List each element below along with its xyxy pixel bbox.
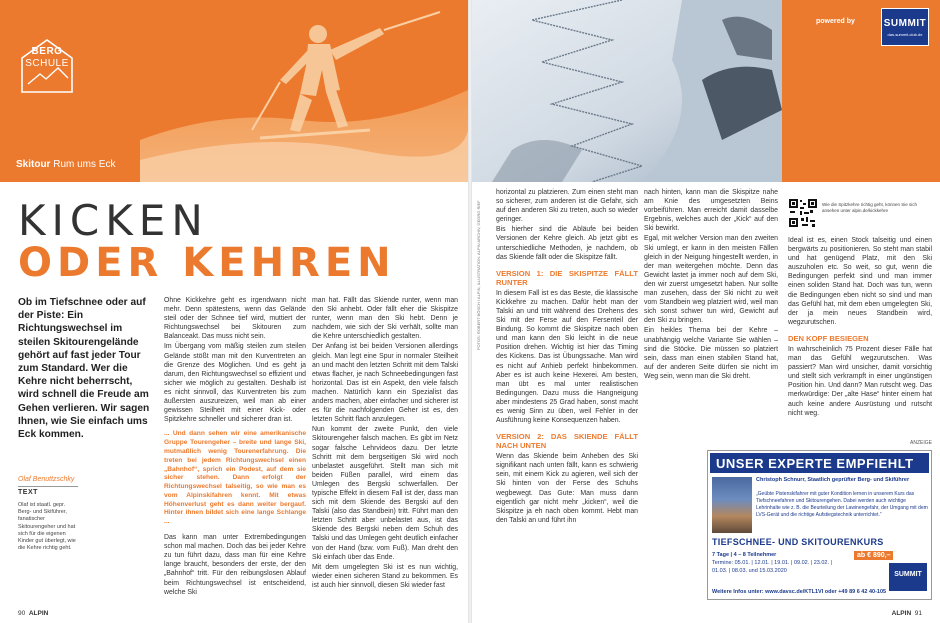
section-tag-bold: Skitour: [16, 159, 51, 170]
ad-price: ab € 890,–: [854, 551, 893, 560]
paragraph: Mit dem umgelegten Ski ist es nun wichtig, wieder einen sicheren Stand zu bekommen. Es ist auch hier sinnvoll, diesen Ski wieder fast: [312, 563, 458, 589]
subheading-kopf: DEN KOPF BESIEGEN: [788, 333, 869, 343]
subheading-version-2: VERSION 2: DAS SKIENDE FÄLLT NACH UNTEN: [496, 432, 638, 451]
ad-headline: UNSER EXPERTE EMPFIEHLT: [710, 453, 929, 473]
page-number-right: 91: [914, 610, 922, 617]
pull-quote: ... Und dann sehen wir eine amerikanische Gruppe Tourengeher – breite und lange Ski, mutmaßlich wenig Tourenerfahrung. Die treten bei jedem Richtungswechsel einen „Bahnhof“, sprich ein Podest, auf dem sie sicher stehen. Dann erfolgt der Richtungswechsel talseitig, so wie man es vom Alpinskifahren kennt. Mit etwas Höhenverlust geht es dann weiter bergauf. Hinter ihnen bildet sich eine lange Schlange ...: [164, 430, 306, 526]
photo-caption: Der „Kick“ ist Timing-Sache. Aber wer das ein wenig übt, sollte den Ablauf bald heraus haben.: [782, 140, 932, 155]
text-column-5: [788, 236, 932, 419]
page-number-left: 90: [18, 610, 26, 617]
ad-label: ANZEIGE: [910, 440, 932, 446]
section-tag: [16, 159, 115, 170]
paragraph: Ein heikles Thema bei der Kehre – unabhängig welche Variante Sie wählen – sind die Stöcke. Die müssen so platziert sein, dass man einen stabilen Stand hat, auf der anderen Seite dürfen sie nicht im Weg sein, wenn man die Ski dreht.: [644, 327, 778, 380]
footer-brand-left: ALPIN: [28, 610, 49, 617]
paragraph: Nun kommt der zweite Punkt, den viele Skitourengeher falsch machen. Es gibt im Netz sogar falsche Lehrvideos dazu. Der letzte Schritt mit dem bergseitigen Ski wird noch unbelastet ausgeführt. Stellt man sich mit beiden Füßen parallel, wird einem das Umlegen des Bergski schwerfallen. Der typische Effekt in diesem Fall ist der, dass man sich mit dem Skiende des Bergski auf den Talski (also das Standbein) tritt. Führt man den letzten Schritt aber unbelastet aus, ist das Skiende des Bergski neben dem Schuh des Talski und das Umlegen geht deutlich einfacher von der Hand (bzw. vom Fuß). Man dreht den Ski einfach über das Ende.: [312, 426, 458, 561]
summit-logo-text: SUMMIT: [883, 18, 927, 29]
summit-logo: [881, 8, 929, 46]
author-name: Olaf Benuttzschky: [18, 476, 75, 483]
page-gutter: [468, 0, 472, 623]
footer-right: [892, 610, 922, 617]
paragraph: Egal, mit welcher Version man den zweiten Ski umlegt, er kann in den meisten Fällen gleich in der Neigung hingestellt werden, in der man weitergehen möchte. Denn das Gewicht lastet ja immer noch auf dem Ski, den wir zuerst umgesetzt haben. Nur sollte man zusehen, dass der Ski nicht zu weit vom Standbein weg platziert wird, weil man sich sonst schwer tun wird, Gewicht auf den Ski zu bringen.: [644, 235, 778, 325]
left-header-band: [0, 0, 468, 182]
ad-info-line: 7 Tage | 4 – 8 Teilnehmer: [712, 552, 777, 558]
ad-quote: „Geübte Pistenskifahrer mit guter Kondition lernen in unserem Kurs das Tiefschneefahren und Skitourengehen. Dabei werden auch wichtige Lehrinhalte wie z. B. die Beurteilung der Lawinengefahr, der Umgang mit dem LVS-Gerät und die richtige Aufstiegstechnik unterrichtet.“: [756, 491, 928, 518]
footer-brand-right: ALPIN: [891, 610, 912, 617]
ad-box[interactable]: [707, 450, 932, 600]
paragraph: nach hinten, kann man die Skispitze nahe am Knie des umgesetzten Beins vorbeiführen. Man erreicht damit dasselbe Ergebnis, welches auch der „Kick“ auf den Ski bewirkt.: [644, 189, 778, 233]
ad-course-title: TIEFSCHNEE- UND SKITOURENKURS: [712, 537, 884, 547]
advertisement: [707, 440, 932, 600]
paragraph: Der Anfang ist bei beiden Versionen allerdings gleich. Man legt eine Spur in normaler Steilheit an und macht den letzten Schritt mit dem Talski etwas flacher, je nach Schneebedingungen fast horizontal. Das ist ein Aspekt, den viele falsch machen. Natürlich kann ein Spezialist das anders machen, aber einfacher und sicherer ist es für die nachfolgenden Geher ist es, den letzten Schritt flach anzulegen.: [312, 343, 458, 424]
paragraph: Das kann man unter Extrembedingungen schon mal machen. Doch das bei jeder Kehre zu tun führt dazu, dass man für eine Kehre lange braucht, besonders der erste, der den „Bahnhof“ tritt. Für den reibungslosen Ablauf beim Richtungswechsel ist entscheidend, welche Ski: [164, 534, 306, 596]
paragraph: Wenn das Skiende beim Anheben des Ski signifikant nach unten fällt, kann es schwierig sein, mit einem Kick zu agieren, weil sich der Ski hinten von der Ferse des Schuhs wegbewegt. Das Gute: Man muss dann eigentlich gar nicht mehr „kicken“, weil die Skispitze ja eh nach oben kommt. Hebt man den Talski an und führt ihn: [496, 453, 638, 524]
lead-paragraph: Ob im Tiefschnee oder auf der Piste: Ein Richtungswechsel im steilen Skitourengelände gehört auf fast jeder Tour zum Standard. Wer die Kehre nicht beherrscht, wird schnell die Freude am Gehen verlieren. Wir sagen Ihnen, wie Sie einfach ums Eck kommen.: [18, 297, 150, 441]
author-label: TEXT: [18, 486, 78, 496]
section-tag-rest: Rum ums Eck: [50, 159, 116, 170]
paragraph: In wahrscheinlich 75 Prozent dieser Fälle hat man das Gefühl wegzurutschen. Was passiert? Man wird unsicher, damit vorsichtig und stellt sich verkrampft in einer ungünstigen Position hin. Und dann? Man rutscht weg. Das merkwürdige: Der „alte Hase“ hinter einem hat auch keine andere Ausrüstung und rutscht nicht weg.: [788, 345, 932, 417]
ad-summit-logo: [889, 563, 927, 591]
ad-summit-text: SUMMIT: [894, 571, 922, 578]
summit-logo-url: das-summit-club.de: [887, 32, 923, 37]
text-column-4: [644, 188, 778, 382]
text-column-3: [496, 188, 638, 526]
paragraph: horizontal zu platzieren. Zum einen steht man so sicherer, zum anderen ist die Gefahr, sich auf den anderen Ski zu treten, auch so wieder geringer.: [496, 189, 638, 224]
paragraph: Ohne Kickkehre geht es irgendwann nicht mehr. Denn spätestens, wenn das Gelände steil oder der Schnee tief wird, muttiert der Richtungswechsel bei Skitouren zum Balanceakt. Das muss nicht sein.: [164, 297, 306, 341]
bergschule-logo: [14, 36, 80, 96]
ad-link[interactable]: Weitere Infos unter: www.davsc.de/KTL1VI oder +49 89 6 42 40-105: [712, 589, 887, 595]
ad-expert-name: Christoph Schnurr, Staatlich geprüfter Berg- und Skiführer: [756, 477, 910, 483]
qr-caption: Wie die Spitzkehre richtig geht, können Sie sich ansehen unter alpin.de/kickkehre: [822, 202, 918, 213]
expert-photo: [712, 477, 752, 533]
paragraph: Im Übergang vom mäßig steilen zum steilen Gelände stößt man mit den Kurventreten an die Grenze des Möglichen. Und es geht ja darum, den Richtungswechsel so effizient und sicher wie möglich zu gestalten. Deshalb ist es nicht sinnvoll, das Kurventreten bis zum äußersten auszureizen, weil man ab einer gewissen Steilheit mit einer Kick- oder Spitzkehre schneller und sicherer dran ist.: [164, 343, 306, 424]
footer-left: [18, 610, 48, 617]
ad-info-line: 01.03. | 08.03. und 15.03.2020: [712, 568, 787, 574]
text-column-2: [312, 296, 458, 591]
text-column-1: [164, 296, 306, 598]
photo-credit: FOTOS: ROBERT BÖSCH / ALPIN, ILLUSTRATION: ALPIN ARCHIV, GEORG RIEF: [476, 200, 481, 350]
skier-photo: [140, 0, 468, 182]
logo-text-top: BERG: [31, 46, 63, 57]
paragraph: Bis hierher sind die Abläufe bei beiden Versionen der Kehre gleich. Ab jetzt gibt es unterschiedliche Methoden, je nachdem, ob das Skiende fällt oder die Skispitze fällt.: [496, 226, 638, 261]
paragraph: man hat. Fällt das Skiende runter, wenn man den Ski anhebt. Oder fällt eher die Skispitze runter, wenn man den Ski hebt. Denn je nachdem, wie sich der Ski verhält, sollte man die Kehre unterschiedlich gestalten.: [312, 297, 458, 341]
paragraph: In diesem Fall ist es das Beste, die klassische Kickkehre zu machen. Dafür hebt man der Talski an und tritt während des Drehens des Ski mit der Ferse auf den Fersenteil der Bindung. So kommt die Skispitze nach oben und man kann den Ski leicht in die neue Position drehen. Wichtig ist hier das Timing des Kickens. Das ist Übungssache. Man wird es nicht auf Anhieb perfekt hinbekommen. Aber es ist auch keine Hexerei. Am besten, man übt es mal unter realistischen Bedingungen. Dazu muss die Hangneigung aber mindestens 25 Grad haben, sonst macht es wenig Sinn zu üben, weil Fehler in der Ausführung keine Konsequenzen haben.: [496, 289, 638, 425]
powered-by-label: powered by: [816, 18, 855, 25]
author-bio: Olaf ist staatl. gepr. Berg- und Skiführer, fanatischer Skitourengeher und hat sich für die eigenen Kinder gut überlegt, wie die Kehre richtig geht.: [18, 502, 76, 552]
headline-line1: KICKEN: [18, 196, 209, 245]
logo-text-bottom: SCHULE: [25, 58, 69, 69]
qr-code[interactable]: [788, 198, 818, 228]
qr-code-icon: [788, 198, 818, 228]
subheading-version-1: VERSION 1: DIE SKISPITZE FÄLLT RUNTER: [496, 268, 638, 287]
headline-line2: ODER KEHREN: [18, 240, 396, 286]
ad-info-line: Termine: 05.01. | 12.01. | 19.01. | 09.02. | 23.02. |: [712, 560, 832, 566]
paragraph: Ideal ist es, einen Stock talseitig und einen bergwärts zu positionieren. So steht man stabil und hat genügend Platz, mit den Ski auszuholen etc. So weit, so gut, wenn die Bedingungen perfekt sind und man immer einen soliden Stand hat. Doch was tun, wenn die Bedingungen eben nicht so sind und man das Gefühl hat, mit dem eben umgelegten Ski, der ja mein neues Standbein wird, wegzurutschen.: [788, 237, 932, 326]
